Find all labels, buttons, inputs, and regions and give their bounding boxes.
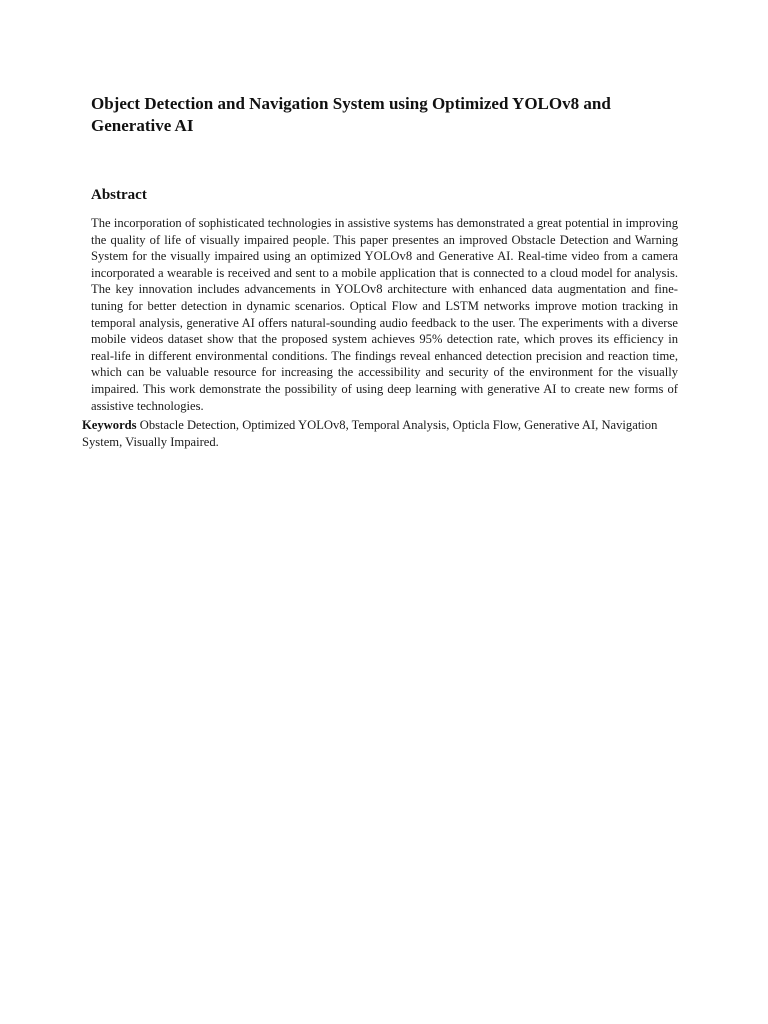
paper-title: Object Detection and Navigation System using Optimized YOLOv8 and Generative AI [91,94,611,135]
abstract-heading: Abstract [91,187,147,203]
abstract-body: The incorporation of sophisticated technologies in assistive systems has demonstrated a great potential in improving the quality of life of visually impaired people. This paper presentes an improved Obstacle Detection and Warning System for the visually impaired using an optimized YOLOv8 and Generative AI. Real-time video from a camera incorporated a wearable is received and sent to a mobile application that is connected to a cloud model for analysis. The key innovation includes advancements in YOLOv8 architecture with enhanced data augmentation and fine-tuning for better detection in dynamic scenarios. Optical Flow and LSTM networks improve motion tracking in temporal analysis, generative AI offers natural-sounding audio feedback to the user. The experiments with a diverse mobile videos dataset show that the proposed system achieves 95% detection rate, which proves its efficiency in real-life in different environmental conditions. The findings reveal enhanced detection precision and reaction time, which can be valuable resource for increasing the accessibility and security of the environment for the visually impaired. This work demonstrate the possibility of using deep learning with generative AI to create new forms of assistive technologies. [91,216,678,413]
keywords-paragraph [82,417,678,450]
keywords-list: Obstacle Detection, Optimized YOLOv8, Temporal Analysis, Opticla Flow, Generative AI, Navigation System, Visually Impaired. [82,418,658,449]
keywords-label: Keywords [82,418,137,432]
